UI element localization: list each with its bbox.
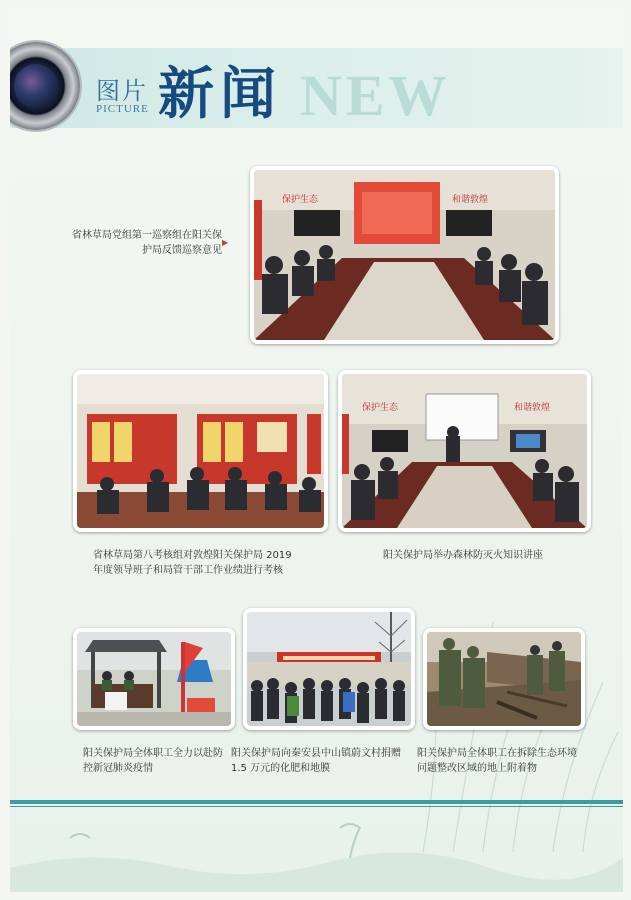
photo-epidemic-checkpoint: [73, 628, 235, 730]
photo-inspection-feedback: [250, 166, 559, 344]
caption-arrow-icon: ▶: [222, 238, 229, 247]
caption-text: 阳关保护局向秦安县中山镇蔚文村捐赠 1.5 万元的化肥和地膜: [231, 748, 401, 774]
photo-demolition-work: [423, 628, 585, 730]
photo-fire-prevention-lecture: [338, 370, 591, 532]
banner-right: 和谐敦煌: [514, 403, 551, 413]
caption-text: 阳关保护局全体职工在拆除生态环境问题整改区域的地上附着物: [417, 748, 577, 774]
caption-text: 阳关保护局举办森林防灭火知识讲座: [383, 550, 543, 561]
banner-left: 保护生态: [362, 403, 399, 413]
magazine-page: [10, 8, 623, 892]
photo-caption: [72, 228, 222, 258]
photo-caption: [83, 746, 223, 776]
section-title-en: PICTURE: [96, 103, 149, 115]
footer-divider-thin: [10, 806, 623, 807]
photo-caption: [383, 548, 583, 563]
landscape-decoration: [10, 808, 623, 892]
banner-left: 保护生态: [282, 195, 319, 205]
caption-text: 省林草局第八考核组对敦煌阳关保护局 2019 年度领导班子和局管干部工作业绩进行考核: [93, 550, 292, 576]
footer-divider: [10, 800, 623, 804]
photo-fertilizer-donation: [243, 608, 415, 730]
photo-caption: [231, 746, 406, 776]
section-title-cn: 图片: [96, 77, 148, 105]
section-title-main: 新闻: [158, 61, 282, 127]
lens-glass: [14, 64, 58, 108]
photo-annual-assessment: [73, 370, 328, 532]
caption-text: 省林草局党组第一巡察组在阳关保护局反馈巡察意见: [72, 230, 222, 256]
title-watermark: NEW: [300, 63, 451, 128]
caption-text: 阳关保护局全体职工全力以赴防控新冠肺炎疫情: [83, 748, 223, 774]
photo-caption: [417, 746, 577, 776]
banner-right: 和谐敦煌: [452, 195, 489, 205]
photo-caption: [93, 548, 303, 578]
